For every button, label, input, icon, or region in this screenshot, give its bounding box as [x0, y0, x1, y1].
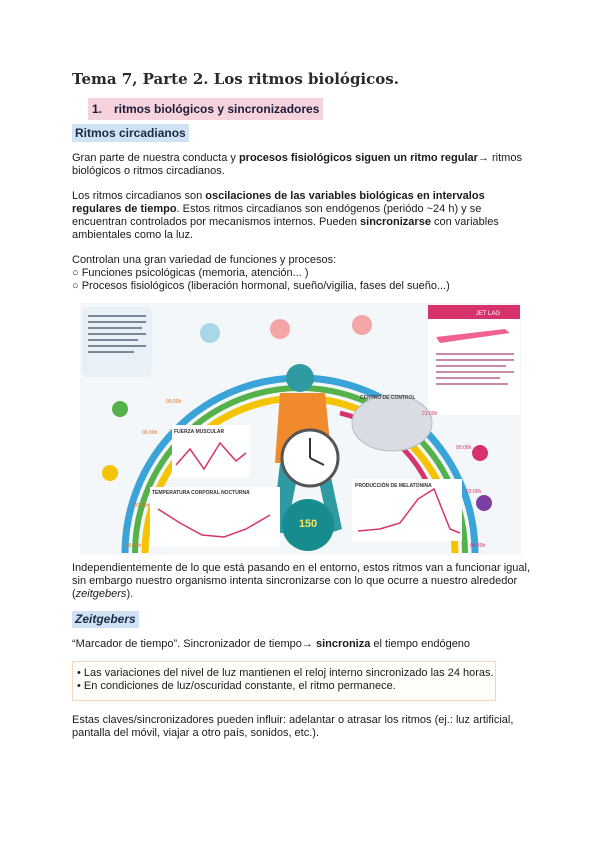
text-run: con variables ambientales como la luz. — [72, 216, 499, 241]
time-label: 06:30h — [126, 543, 142, 549]
jet-lag-title: JET LAG — [475, 311, 500, 317]
subheading-ritmos-circadianos: Ritmos circadianos — [72, 124, 189, 142]
time-label: 07:30h — [134, 503, 150, 509]
paragraph-1 — [72, 152, 532, 178]
organ-icon — [112, 401, 128, 417]
paragraph-6: Estas claves/sincronizadores pueden influir: adelantar o atrasar los ritmos (ej.: luz artificial, pantalla del móvil, viajar a otro país, sonidos, etc.). — [72, 714, 514, 739]
paragraph-3 — [72, 254, 542, 293]
paragraph-2 — [72, 190, 532, 242]
bold-run: sincronizarse — [360, 216, 431, 228]
text-run: Los ritmos circadianos son — [72, 190, 206, 202]
section-number: 1. — [92, 102, 103, 116]
intro-card — [82, 307, 152, 377]
text-run: “Marcador de tiempo”. Sincronizador de tiempo→ — [72, 638, 316, 650]
list-item: ○ Procesos fisiológicos (liberación hormonal, sueño/vigilia, fases del sueño...) — [72, 280, 450, 292]
paragraph-5 — [72, 638, 532, 651]
paragraph-4 — [72, 562, 534, 601]
time-label: 21:00h — [422, 411, 438, 417]
list-intro: Controlan una gran variedad de funciones y procesos: — [72, 254, 337, 266]
organ-icon — [270, 319, 290, 339]
organ-icon — [476, 495, 492, 511]
centro-control-label: CENTRO DE CONTROL — [360, 395, 416, 401]
text-run: ). — [126, 588, 134, 600]
organ-icon — [102, 465, 118, 481]
italic-run: zeitgebers — [75, 588, 127, 600]
text-run: Gran parte de nuestra conducta y — [72, 152, 239, 164]
section-heading — [88, 98, 323, 120]
time-label: 04:30h — [470, 543, 486, 549]
jet-lag-header — [428, 305, 520, 319]
bold-run: oscilaciones de las variables biológicas en intervalos regulares de tiempo — [72, 190, 485, 215]
temperatura-label: TEMPERATURA CORPORAL NOCTURNA — [152, 490, 250, 496]
text-run: → ritmos biológicos o ritmos circadianos. — [72, 152, 522, 177]
organ-icon — [472, 445, 488, 461]
ritmos-count: 150 — [298, 518, 318, 530]
text-run: Independientemente de lo que está pasando en el entorno, estos ritmos van a funcionar igual, sin embargo nuestro organismo intenta sincronizarse con lo que ocurre a nuestro alrededor ( — [72, 562, 531, 600]
subheading-zeitgebers: Zeitgebers — [72, 611, 139, 628]
melatonina-label: PRODUCCIÓN DE MELATONINA — [355, 483, 432, 489]
bold-run: sincroniza — [315, 638, 371, 650]
page-title: Tema 7, Parte 2. Los ritmos biológicos. — [72, 70, 399, 88]
time-label: 00:00h — [456, 445, 472, 451]
zeitgeber-box — [72, 661, 496, 701]
time-label: 03:00h — [466, 489, 482, 495]
organ-icon — [352, 315, 372, 335]
bold-run: procesos fisiológicos siguen un ritmo regular — [238, 152, 478, 164]
brain-icon — [352, 395, 432, 451]
time-label: 09:00h — [166, 399, 182, 405]
fuerza-label: FUERZA MUSCULAR — [174, 429, 225, 435]
organ-icon — [200, 323, 220, 343]
box-item: • Las variaciones del nivel de luz mantienen el reloj interno sincronizado las 24 horas. — [77, 667, 494, 679]
circadian-infographic — [80, 303, 521, 555]
box-item: • En condiciones de luz/oscuridad constante, el ritmo permanece. — [77, 680, 396, 692]
clock-icon — [282, 430, 338, 486]
section-label: ritmos biológicos y sincronizadores — [114, 102, 320, 116]
text-run: el tiempo endógeno — [370, 638, 471, 650]
text-run: . Estos ritmos circadianos son endógenos (periódo ~24 h) y se encuentran controlados por mecanismos internos. Pueden — [72, 203, 482, 228]
time-label: 06:00h — [142, 430, 158, 436]
list-item: ○ Funciones psicológicas (memoria, atención... ) — [72, 267, 309, 279]
